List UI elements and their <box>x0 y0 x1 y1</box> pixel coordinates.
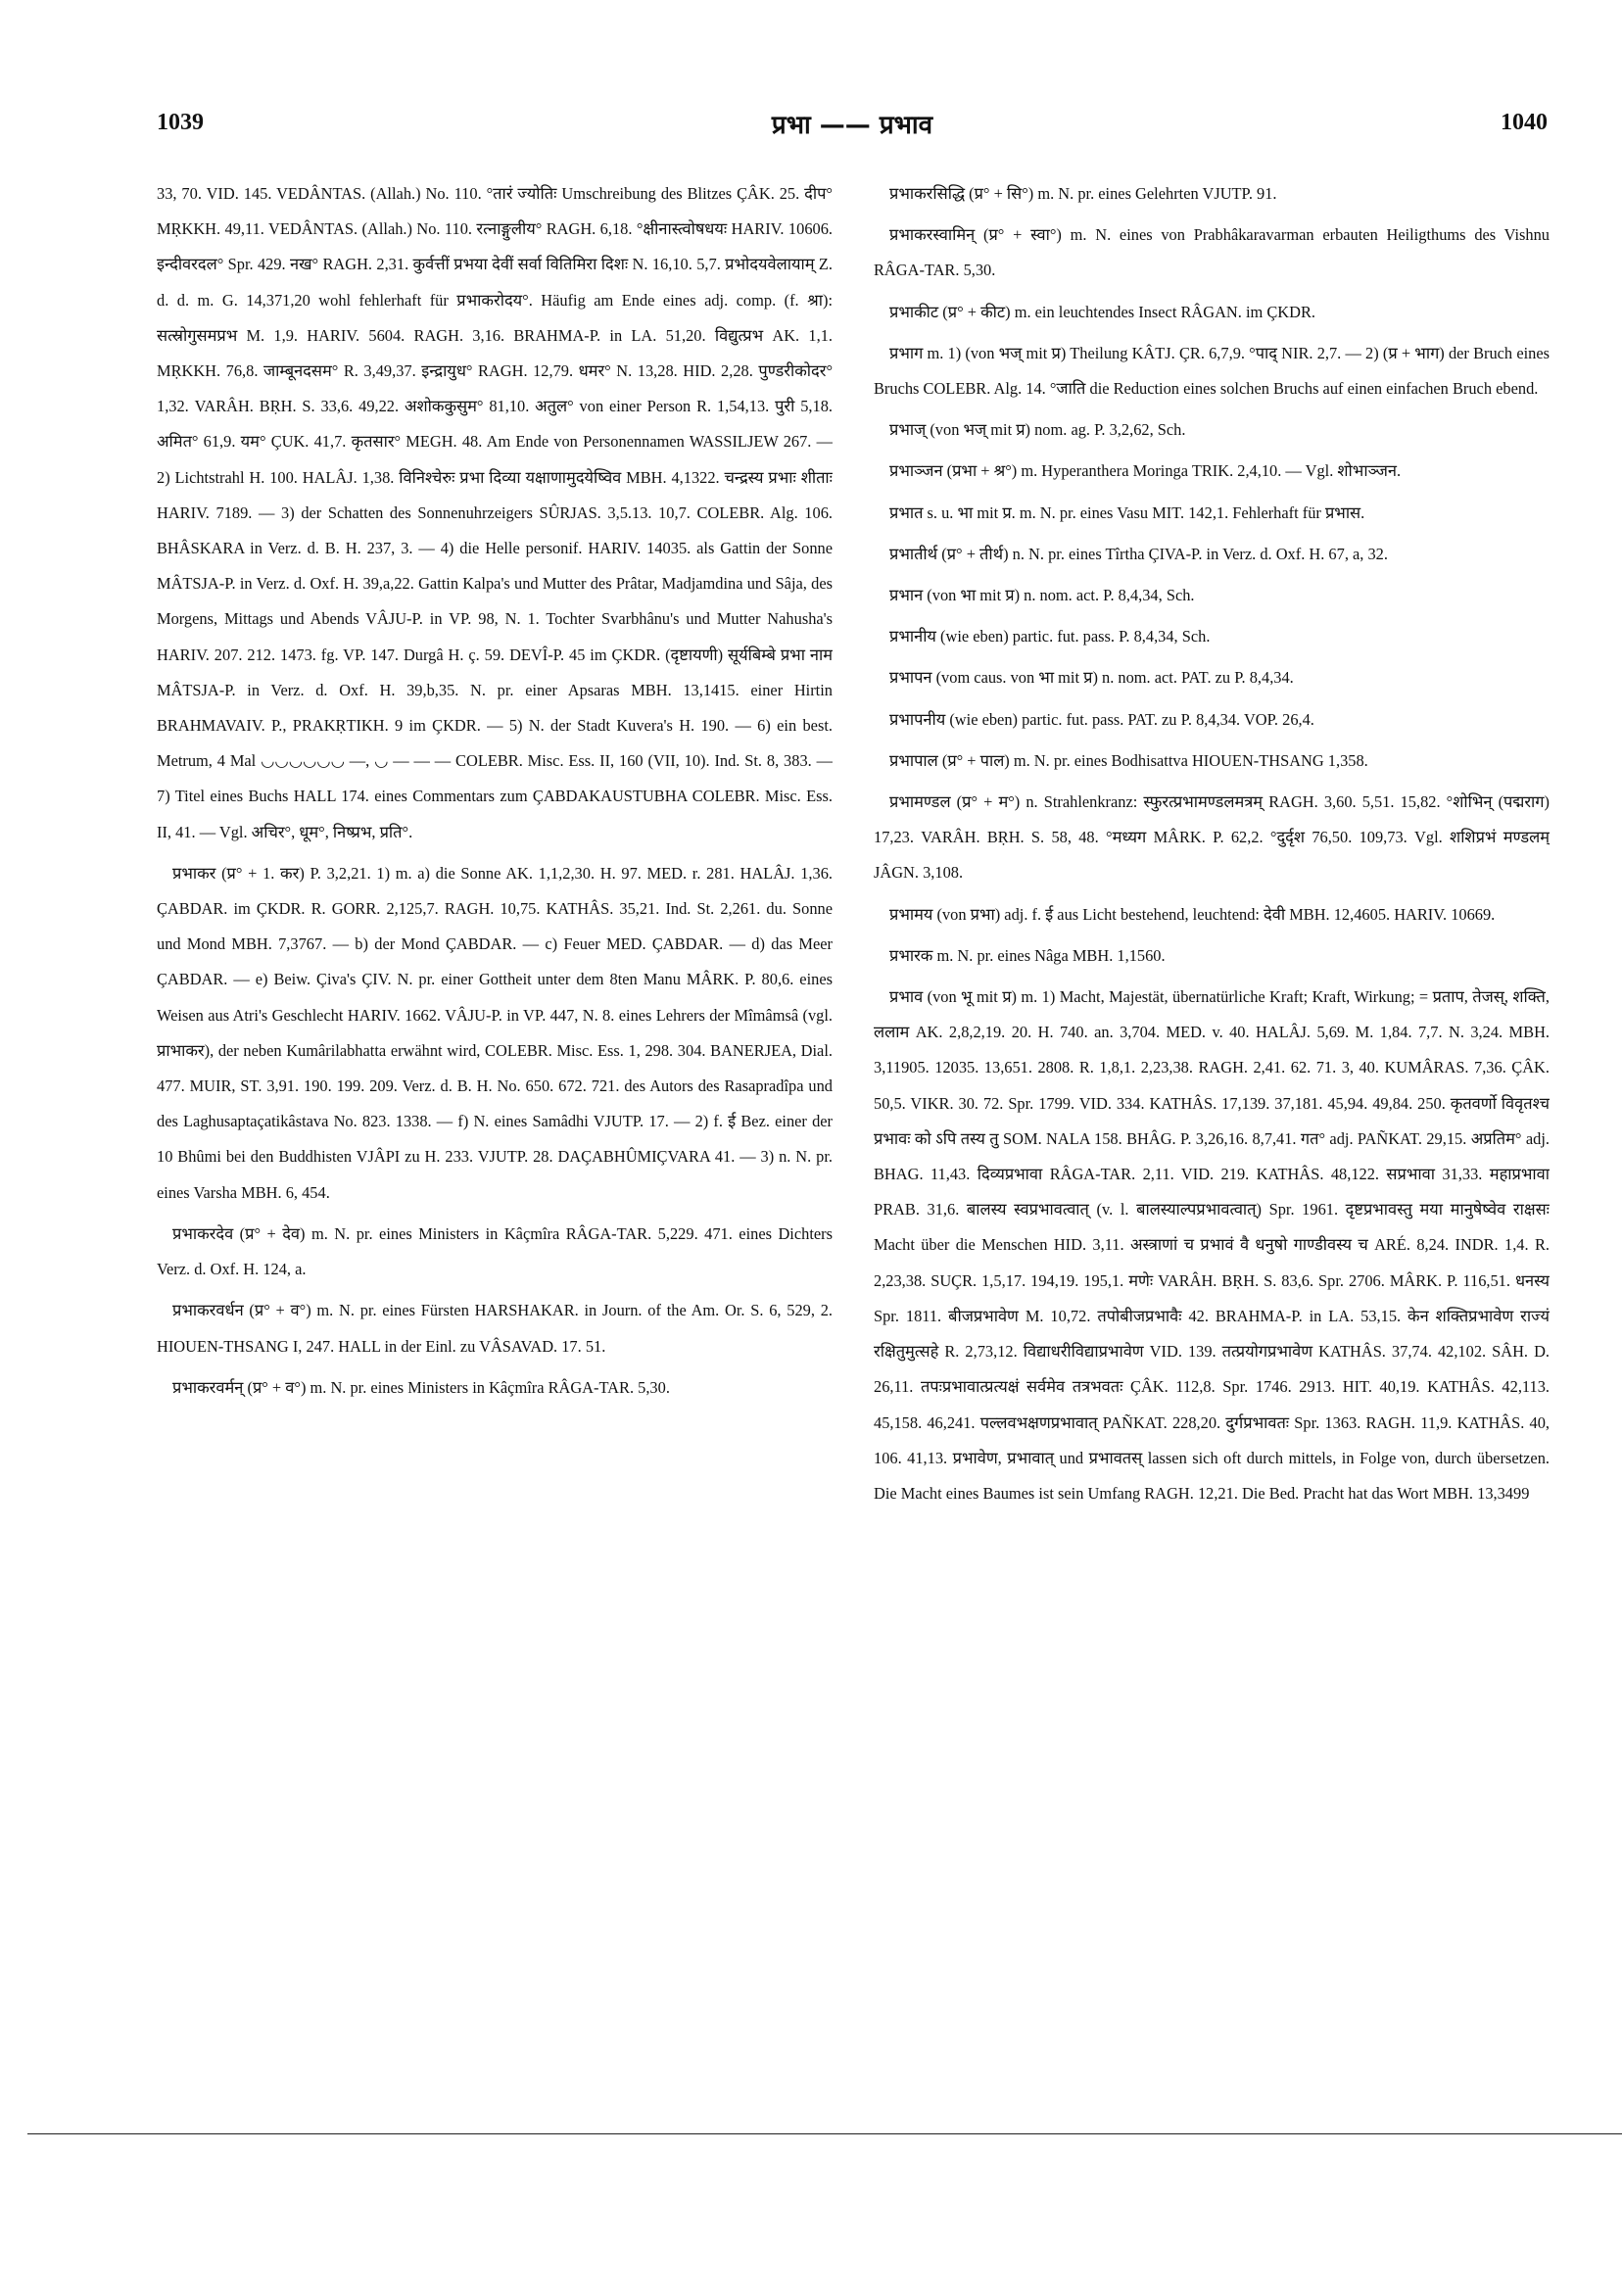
dictionary-entry: प्रभाज् (von भज् mit प्र) nom. ag. P. 3,2,62, Sch. <box>889 420 1186 440</box>
dictionary-entry: प्रभाकरस्वामिन् (प्र° + स्वा°) m. N. eines von Prabhâkaravarman erbauten Heiligthums des Vishnu RÂGA-TAR. 5,30. <box>874 225 1550 280</box>
dictionary-entry: प्रभापन (vom caus. von भा mit प्र) n. nom. act. PAT. zu P. 8,4,34. <box>889 668 1294 688</box>
left-page-number: 1039 <box>157 110 204 135</box>
dictionary-entry: प्रभामण्डल (प्र° + म°) n. Strahlenkranz: स्फुरत्प्रभामण्डलमत्रम् RAGH. 3,60. 5,51. 15,82. °शोभिन् (पद्मराग) 17,23. VARÂH. BṚH. S. 58, 48. °मध्यग MÂRK. P. 62,2. °दुर्दृश 76,50. 109,73. Vgl. शशिप्रभं मण्डलम् JÂGN. 3,108. <box>874 792 1550 883</box>
right-page-number: 1040 <box>1501 110 1548 135</box>
dictionary-entry: प्रभामय (von प्रभा) adj. f. ई aus Licht bestehend, leuchtend: देवी MBH. 12,4605. HARIV. 10669. <box>889 904 1496 924</box>
dictionary-entry: प्रभारक m. N. pr. eines Nâga MBH. 1,1560. <box>889 945 1166 965</box>
dictionary-entry: प्रभापाल (प्र° + पाल) m. N. pr. eines Bodhisattva HIOUEN-THSANG 1,358. <box>889 750 1368 770</box>
dictionary-entry: प्रभाग m. 1) (von भज् mit प्र) Theilung KÂTJ. ÇR. 6,7,9. °पाद् NIR. 2,7. — 2) (प्र + भाग) der Bruch eines Bruchs COLEBR. Alg. 14. °जाति die Reduction eines solchen Bruchs auf einen einfachen Bruch ebend. <box>874 343 1550 399</box>
dictionary-entry: प्रभाकरदेव (प्र° + देव) m. N. pr. eines Ministers in Kâçmîra RÂGA-TAR. 5,229. 471. eines Dichters Verz. d. Oxf. H. 124, a. <box>157 1223 833 1279</box>
dictionary-entry: प्रभाकर (प्र° + 1. कर) P. 3,2,21. 1) m. a) die Sonne AK. 1,1,2,30. H. 97. MED. r. 281. HALÂJ. 1,36. ÇABDAR. im ÇKDR. R. GORR. 2,125,7. RAGH. 10,75. KATHÂS. 35,21. Ind. St. 2,261. du. Sonne und Mond MBH. 7,3767. — b) der Mond ÇABDAR. — c) Feuer MED. ÇABDAR. — d) das Meer ÇABDAR. — e) Beiw. Çiva's ÇIV. N. pr. einer Gottheit unter dem 8ten Manu MÂRK. P. 80,6. eines Weisen aus Atri's Geschlecht HARIV. 1662. VÂJU-P. in VP. 447, N. 8. eines Lehrers der Mîmâmsâ (vgl. प्राभाकर), der neben Kumârilabhatta erwähnt wird, COLEBR. Misc. Ess. 1, 298. 304. BANERJEA, Dial. 477. MUIR, ST. 3,91. 190. 199. 209. Verz. d. B. H. No. 650. 672. 721. des Autors des Rasapradîpa und des Laghusaptaçatikâstava No. 823. 1338. — f) N. eines Samâdhi VJUTP. 17. — 2) f. ई Bez. einer der 10 Bhûmi bei den Buddhisten VJÂPI zu H. 233. VJUTP. 28. DAÇABHÛMIÇVARA 41. — 3) n. N. pr. eines Varsha MBH. 6, 454. <box>157 863 833 1202</box>
dictionary-entry: प्रभाकरवर्मन् (प्र° + व°) m. N. pr. eines Ministers in Kâçmîra RÂGA-TAR. 5,30. <box>172 1377 670 1397</box>
dictionary-entry: प्रभान (von भा mit प्र) n. nom. act. P. 8,4,34, Sch. <box>889 586 1195 605</box>
dictionary-entry: प्रभापनीय (wie eben) partic. fut. pass. PAT. zu P. 8,4,34. VOP. 26,4. <box>889 709 1314 729</box>
continued-entry-text: 33, 70. VID. 145. VEDÂNTAS. (Allah.) No. 110. °तारं ज्योतिः Umschreibung des Blitzes ÇÂK. 25. दीप° MṚKKH. 49,11. VEDÂNTAS. (Allah.) No. 110. रत्नाङ्गुलीय° RAGH. 6,18. °क्षीनास्त्वोषधयः HARIV. 10606. इन्दीवरदल° Spr. 429. नख° RAGH. 2,31. कुर्वत्तीं प्रभया देवीं सर्वा वितिमिरा दिशः N. 16,10. 5,7. प्रभोदयवेलायाम् Z. d. d. m. G. 14,371,20 wohl fehlerhaft für प्रभाकरोदय°. Häufig am Ende eines adj. comp. (f. श्रा): सत्स्रोगुसमप्रभ M. 1,9. HARIV. 5604. RAGH. 3,16. BRAHMA-P. in LA. 51,20. विद्युत्प्रभ AK. 1,1. MṚKKH. 76,8. जाम्बूनदसम° R. 3,49,37. इन्द्रायुध° RAGH. 12,79. धमर° N. 13,28. HID. 2,28. पुण्डरीकोदर° 1,32. VARÂH. BṚH. S. 33,6. 49,22. अशोककुसुम° 81,10. अतुल° von einer Person R. 1,54,13. पुरी 5,18. अमित° 61,9. यम° ÇUK. 41,7. कृतसार° MEGH. 48. Am Ende von Personennamen WASSILJEW 267. — 2) Lichtstrahl H. 100. HALÂJ. 1,38. विनिश्चेरुः प्रभा दिव्या यक्षाणामुदयेष्विव MBH. 4,1322. चन्द्रस्य प्रभाः शीताः HARIV. 7189. — 3) der Schatten des Sonnenuhrzeigers SÛRJAS. 3,5.13. 10,7. COLEBR. Alg. 106. BHÂSKARA in Verz. d. B. H. 237, 3. — 4) die Helle personif. HARIV. 14035. als Gattin der Sonne MÂTSJA-P. in Verz. d. Oxf. H. 39,a,22. Gattin Kalpa's und Mutter des Prâtar, Madjamdina und Sâja, des Morgens, Mittags und Abends VÂJU-P. in VP. 98, N. 1. Tochter Svarbhânu's und Mutter Nahusha's HARIV. 207. 212. 1473. fg. VP. 147. Durgâ H. ç. 59. DEVÎ-P. 45 im ÇKDR. (दृष्टायणी) सूर्यबिम्बे प्रभा नाम MÂTSJA-P. in Verz. d. Oxf. H. 39,b,35. N. pr. einer Apsaras MBH. 13,1415. einer Hirtin BRAHMAVAIV. P., PRAKṚTIKH. 9 im ÇKDR. — 5) N. der Stadt Kuvera's H. 190. — 6) ein best. Metrum, 4 Mal ◡◡◡◡◡◡ —, ◡ — — — COLEBR. Misc. Ess. II, 160 (VII, 10). Ind. St. 8, 383. — 7) Titel eines Buchs HALL 174. eines Commentars zum ÇABDAKAUSTUBHA COLEBR. Misc. Ess. II, 41. — Vgl. अचिर°, धूम°, निष्प्रभ, प्रति°. <box>157 184 833 841</box>
bottom-rule <box>27 2133 1622 2134</box>
right-column <box>874 176 1550 2037</box>
dictionary-entry: प्रभातीर्थ (प्र° + तीर्थ) n. N. pr. eines Tîrtha ÇIVA-P. in Verz. d. Oxf. H. 67, a, 32. <box>889 544 1388 563</box>
page-header <box>157 110 1548 149</box>
dictionary-entry: प्रभात s. u. भा mit प्र. m. N. pr. eines Vasu MIT. 142,1. Fehlerhaft für प्रभास. <box>889 502 1365 522</box>
dictionary-entry: प्रभाकरवर्धन (प्र° + व°) m. N. pr. eines Fürsten HARSHAKAR. in Journ. of the Am. Or. S. 6, 529, 2. HIOUEN-THSANG I, 247. HALL in der Einl. zu VÂSAVAD. 17. 51. <box>157 1301 833 1356</box>
dictionary-entry: प्रभानीय (wie eben) partic. fut. pass. P. 8,4,34, Sch. <box>889 627 1211 646</box>
catchwords: प्रभा —— प्रभाव <box>771 111 933 140</box>
dictionary-entry: प्रभाकरसिद्धि (प्र° + सि°) m. N. pr. eines Gelehrten VJUTP. 91. <box>889 184 1277 203</box>
dictionary-entry: प्रभाञ्जन (प्रभा + श्र°) m. Hyperanthera Moringa TRIK. 2,4,10. — Vgl. शोभाञ्जन. <box>889 461 1402 481</box>
left-column <box>157 176 833 2037</box>
dictionary-entry: प्रभाव (von भू mit प्र) m. 1) Macht, Majestät, übernatürliche Kraft; Kraft, Wirkung; = प्रताप, तेजस्, शक्ति, ललाम AK. 2,8,2,19. 20. H. 740. an. 3,704. MED. v. 40. HALÂJ. 5,69. M. 1,84. 7,7. N. 3,24. MBH. 3,11905. 12035. 13,651. 2808. R. 1,8,1. 2,23,38. RAGH. 2,41. 62. 71. 3, 40. KUMÂRAS. 7,36. ÇÂK. 50,5. VIKR. 30. 72. Spr. 1799. VID. 334. KATHÂS. 17,139. 37,181. 45,94. 49,84. 250. कृतवर्णो विवृतश्च प्रभावः को ऽपि तस्य तु SOM. NALA 158. BHÂG. P. 3,26,16. 8,7,41. गत° adj. PAÑKAT. 29,15. अप्रतिम° adj. BHAG. 11,43. दिव्यप्रभावा RÂGA-TAR. 2,11. VID. 219. KATHÂS. 48,122. सप्रभावा 31,33. महाप्रभावा PRAB. 31,6. बालस्य स्वप्रभावत्वात् (v. l. बालस्याल्पप्रभावत्वात्) Spr. 1961. दृष्टप्रभावस्तु मया मानुषेष्वेव राक्षसः Macht über die Menschen HID. 3,11. अस्त्राणां च प्रभावं वै धनुषो गाण्डीवस्य च ARÉ. 8,24. INDR. 1,4. R. 2,23,38. SUÇR. 1,5,17. 194,19. 195,1. मणेः VARÂH. BṚH. S. 83,6. Spr. 2706. MÂRK. P. 116,51. धनस्य Spr. 1811. बीजप्रभावेण M. 10,72. तपोबीजप्रभावैः 42. BRAHMA-P. in LA. 53,15. केन शक्तिप्रभावेण राज्यं रक्षितुमुत्सहे R. 2,73,12. विद्याधरीविद्याप्रभावेण VID. 139. तत्प्रयोगप्रभावेण KATHÂS. 37,74. 42,102. SÂH. D. 26,11. तपःप्रभावात्प्रत्यक्षं सर्वमेव तत्रभवतः ÇÂK. 112,8. Spr. 1746. 2913. HIT. 40,19. KATHÂS. 42,113. 45,158. 46,241. पल्लवभक्षणप्रभावात् PAÑKAT. 228,20. दुर्गप्रभावतः Spr. 1363. RAGH. 11,9. KATHÂS. 40, 106. 41,13. प्रभावेण, प्रभावात् und प्रभावतस् lassen sich oft durch mittels, in Folge von, durch übersetzen. Die Macht eines Baumes ist sein Umfang RAGH. 12,21. Die Bed. Pracht hat das Wort MBH. 13,3499 <box>874 987 1550 1503</box>
dictionary-entry: प्रभाकीट (प्र° + कीट) m. ein leuchtendes Insect RÂGAN. im ÇKDR. <box>889 302 1315 321</box>
